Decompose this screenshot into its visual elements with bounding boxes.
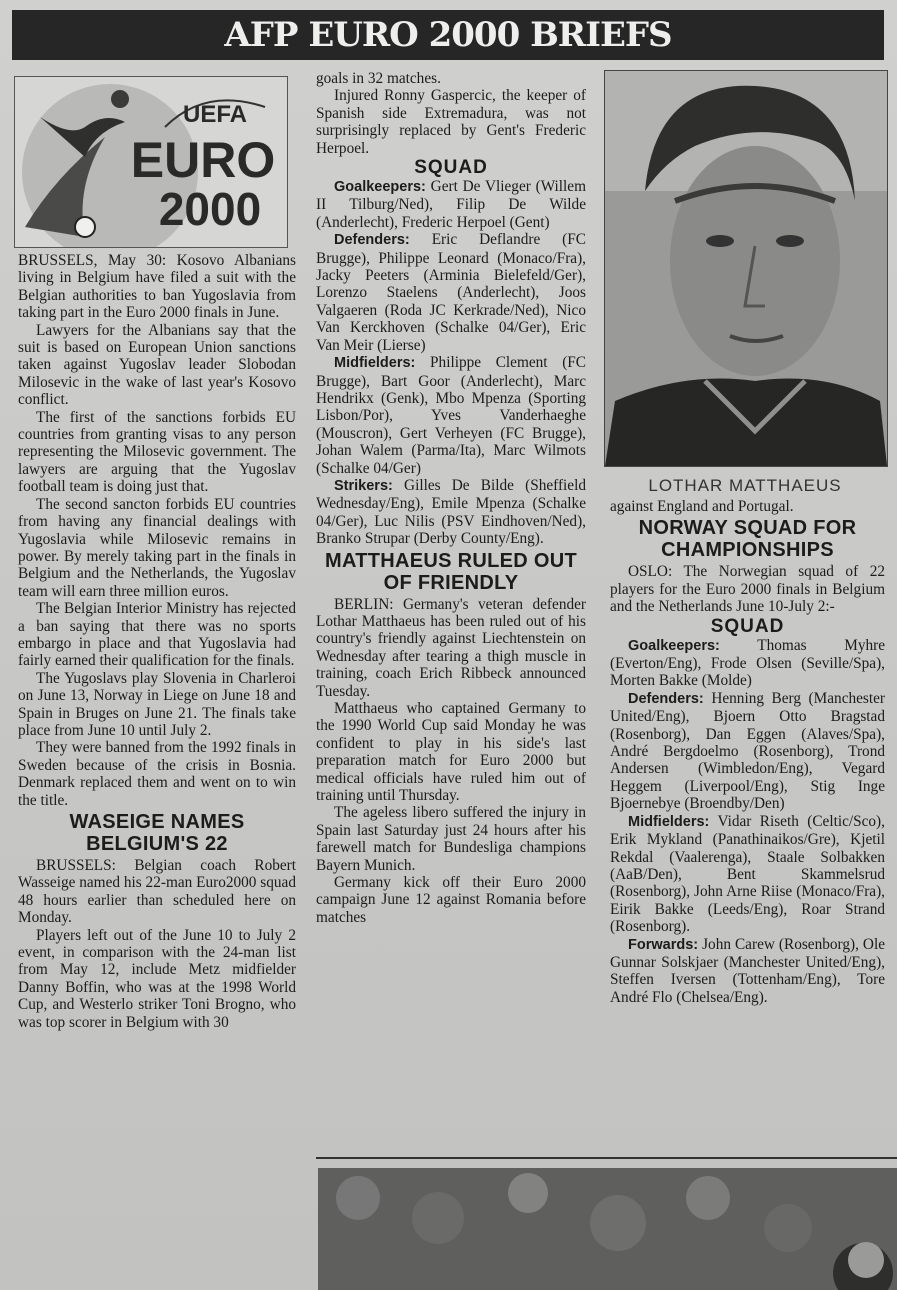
article-paragraph: The second sancton forbids EU countries from having any financial dealings with Yugoslavia while Milosevic remains in power. By merely taking part in the finals in Belgium and the Netherlands, the Yugoslav team will earn three million euros.: [18, 495, 296, 600]
article-paragraph: They were banned from the 1992 finals in Sweden because of the crisis in Bosnia. Denmark replaced them and went on to win the title.: [18, 739, 296, 809]
squad-label: Midfielders:: [628, 813, 710, 830]
article-paragraph: BRUSSELS, May 30: Kosovo Albanians living in Belgium have filed a suit with the Belgian authorities to ban Yugoslavia from taking part in the Euro 2000 finals in June.: [18, 252, 296, 322]
squad-label: Strikers:: [334, 477, 393, 494]
euro2000-logo: [14, 76, 288, 248]
squad-players: Eric Deflandre (FC Brugge), Philippe Leonard (Monaco/Fra), Jacky Peeters (Arminia Bielefeld/Ger), Lorenzo Staelens (Anderlecht), Joos Valgaeren (Roda JC Kerkrade/Ned), Nico Van Kerckhoven (Schalke 04/Ger), Eric Van Meir (Lierse): [316, 231, 586, 354]
squad-entry: [610, 690, 885, 813]
matthaeus-photo: [604, 70, 888, 467]
squad-entry: [610, 813, 885, 936]
logo-year-text: 2000: [158, 183, 262, 235]
column-3: [610, 498, 885, 1006]
article-paragraph: The ageless libero suffered the injury in Spain last Saturday just 24 hours after his farewell match for Bundesliga champions Bayern Munich.: [316, 804, 586, 874]
section-divider: [316, 1157, 897, 1159]
squad-players: Philippe Clement (FC Brugge), Bart Goor (Anderlecht), Marc Hendrikx (Genk), Mbo Mpenza (Sporting Lisbon/Por), Yves Vanderhaeghe (Mouscron), Gert Verheyen (FC Brugge), Johan Walem (Parma/Ita), Marc Wilmots (Schalke 04/Ger): [316, 354, 586, 477]
article-paragraph: BERLIN: Germany's veteran defender Lothar Matthaeus has been ruled out of his country's friendly against Liechtenstein on Wednesday after tearing a thigh muscle in training, coach Erich Ribbeck announced Tuesday.: [316, 595, 586, 700]
squad-players: Gilles De Bilde (Sheffield Wednesday/Eng), Emile Mpenza (Schalke 04/Ger), Luc Nilis (PSV Eindhoven/Ned), Branko Strupar (Derby County/Eng).: [316, 476, 586, 548]
matthaeus-headline: MATTHAEUS RULED OUT OF FRIENDLY: [325, 549, 577, 594]
squad-players: Thomas Myhre (Everton/Eng), Frode Olsen (Seville/Spa), Morten Bakke (Molde): [610, 636, 885, 690]
squad-entry: [610, 936, 885, 1007]
column-1: [18, 252, 296, 1031]
kosovo-article: [18, 252, 296, 809]
squad-label: Goalkeepers:: [334, 179, 426, 196]
logo-euro-text: EURO: [130, 132, 276, 188]
article-paragraph: The first of the sanctions forbids EU countries from granting visas to any person representing the Milosevic government. The lawyers are arguing that the Yugoslav football team is doing just that.: [18, 408, 296, 496]
article-paragraph: OSLO: The Norwegian squad of 22 players for the Euro 2000 finals in Belgium and the Netherlands June 10-July 2:-: [610, 563, 885, 616]
norway-squad-title: SQUAD: [710, 615, 785, 637]
article-paragraph: Germany kick off their Euro 2000 campaign June 12 against Romania before matches: [316, 874, 586, 926]
squad-label: Defenders:: [334, 232, 410, 249]
crowd-graphic: [318, 1168, 897, 1290]
squad-entry: [610, 637, 885, 690]
column-2: [316, 70, 586, 926]
belgium-squad-title: SQUAD: [414, 157, 488, 179]
article-paragraph: Matthaeus who captained Germany to the 1990 World Cup said Monday he was confident to play in his side's last preparation match for Euro 2000 but medical officials have ruled him out of training until Thursday.: [316, 700, 586, 805]
squad-label: Defenders:: [628, 690, 704, 707]
squad-entry: [316, 354, 586, 477]
squad-label: Goalkeepers:: [628, 637, 720, 654]
article-paragraph: The Belgian Interior Ministry has rejected a ban saying that there was no sports embargo in place and that Yugoslavia had fairly earned their qualification for the finals.: [18, 600, 296, 670]
squad-label: Midfielders:: [334, 355, 416, 372]
page-banner: AFP EURO 2000 BRIEFS: [12, 10, 884, 60]
squad-players: Henning Berg (Manchester United/Eng), Bjoern Otto Bragstad (Rosenborg), Dan Eggen (Alaves/Spa), André Bergdoelmo (Rosenborg), Trond Andersen (Wimbledon/Eng), Vegard Heggem (Liverpool/Eng), Stig Inge Bjoernebye (Broendby/Den): [610, 689, 886, 813]
photo-caption: LOTHAR MATTHAEUS: [648, 476, 842, 495]
logo-uefa-text: UEFA: [182, 101, 248, 128]
portrait-graphic: [605, 71, 887, 466]
article-paragraph: Players left out of the June 10 to July 2 event, in comparison with the 24-man list from May 12, include Metz midfielder Danny Boffin, who was at the 1998 World Cup, and Westerlo striker Toni Brogno, who was top scorer in Belgium with 30: [18, 926, 296, 1031]
squad-players: Vidar Riseth (Celtic/Sco), Erik Mykland (Panathinaikos/Gre), Kjetil Rekdal (Vaalerenga), Staale Solbakken (AaB/Den), Bent Skammelsrud (Rosenborg), John Arne Riise (Monaco/Fra), Eirik Bakke (Leeds/Eng), Roar Strand (Rosenborg).: [610, 812, 885, 936]
article-paragraph: goals in 32 matches.: [316, 70, 441, 87]
belgium-headline: WASEIGE NAMES BELGIUM'S 22: [69, 811, 245, 855]
belgium-article: [18, 857, 296, 1031]
article-paragraph: The Yugoslavs play Slovenia in Charleroi on June 13, Norway in Liege on June 18 and Spain in Bruges on June 21. The finals take place from June 10 until July 2.: [18, 669, 296, 739]
squad-entry: [316, 477, 586, 548]
article-paragraph: Lawyers for the Albanians say that the suit is based on European Union sanctions taken against Yugoslav leader Slobodan Milosevic in the wake of last year's Kosovo conflict.: [18, 321, 296, 409]
squad-players: Gert De Vlieger (Willem II Tilburg/Ned), Filip De Wilde (Anderlecht), Frederic Herpoel (Gent): [316, 178, 586, 231]
article-paragraph: Injured Ronny Gaspercic, the keeper of Spanish side Extremadura, was not surprisingly replaced by Gent's Frederic Herpoel.: [316, 87, 586, 157]
logo-graphic: [15, 77, 287, 247]
squad-entry: [316, 178, 586, 231]
squad-players: John Carew (Rosenborg), Ole Gunnar Solskjaer (Manchester United/Eng), Steffen Iversen (Tottenham/Eng), Tore André Flo (Chelsea/Eng).: [610, 935, 885, 1006]
norway-headline: NORWAY SQUAD FOR CHAMPIONSHIPS: [638, 517, 857, 562]
squad-label: Forwards:: [628, 936, 699, 953]
article-paragraph: against England and Portugal.: [610, 498, 794, 515]
article-paragraph: BRUSSELS: Belgian coach Robert Wasseige named his 22-man Euro2000 squad 48 hours earlier than scheduled here on Monday.: [18, 857, 296, 927]
squad-entry: [316, 231, 586, 354]
crowd-photo: [318, 1168, 897, 1290]
